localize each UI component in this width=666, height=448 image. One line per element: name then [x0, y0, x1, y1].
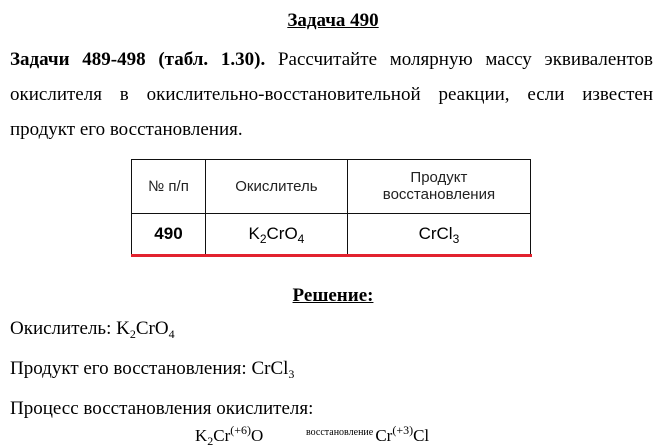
- cell-number: 490: [132, 213, 206, 254]
- arrow-label: восстановление: [306, 427, 374, 438]
- cell-oxidizer: $K_2CrO_4$: [205, 213, 347, 254]
- header-number: № п/п: [132, 160, 206, 214]
- cell-product: CrCl$_3$: [347, 213, 530, 254]
- task-title: Задача 490: [287, 10, 379, 31]
- problem-lead: Задачи 489-498 (табл. 1.30).: [10, 49, 266, 70]
- header-oxidizer: Окислитель: [205, 160, 347, 214]
- product-line: Продукт его восстановления: CrCl$_3$: [10, 358, 295, 381]
- oxidizer-line: Окислитель: $K_2CrO_4$: [10, 318, 175, 341]
- table-header-row: [132, 160, 531, 214]
- table-accent-line: [131, 254, 532, 257]
- data-table: [131, 159, 531, 255]
- problem-statement: [10, 42, 653, 147]
- header-product: Продукт восстановления: [347, 160, 530, 214]
- solution-heading: Решение:: [292, 285, 374, 306]
- problem-text: Рассчитайте молярную массу эквивалентов окислителя в окислительно-восстановительной реакции, если известен продукт его восстановления.: [10, 49, 653, 140]
- reduction-equation: $K_2Cr^{(+6)}O$ $Cr^{(+3)}Cl$: [195, 423, 430, 448]
- process-line: Процесс восстановления окислителя:: [10, 398, 314, 419]
- table-row: [132, 213, 531, 254]
